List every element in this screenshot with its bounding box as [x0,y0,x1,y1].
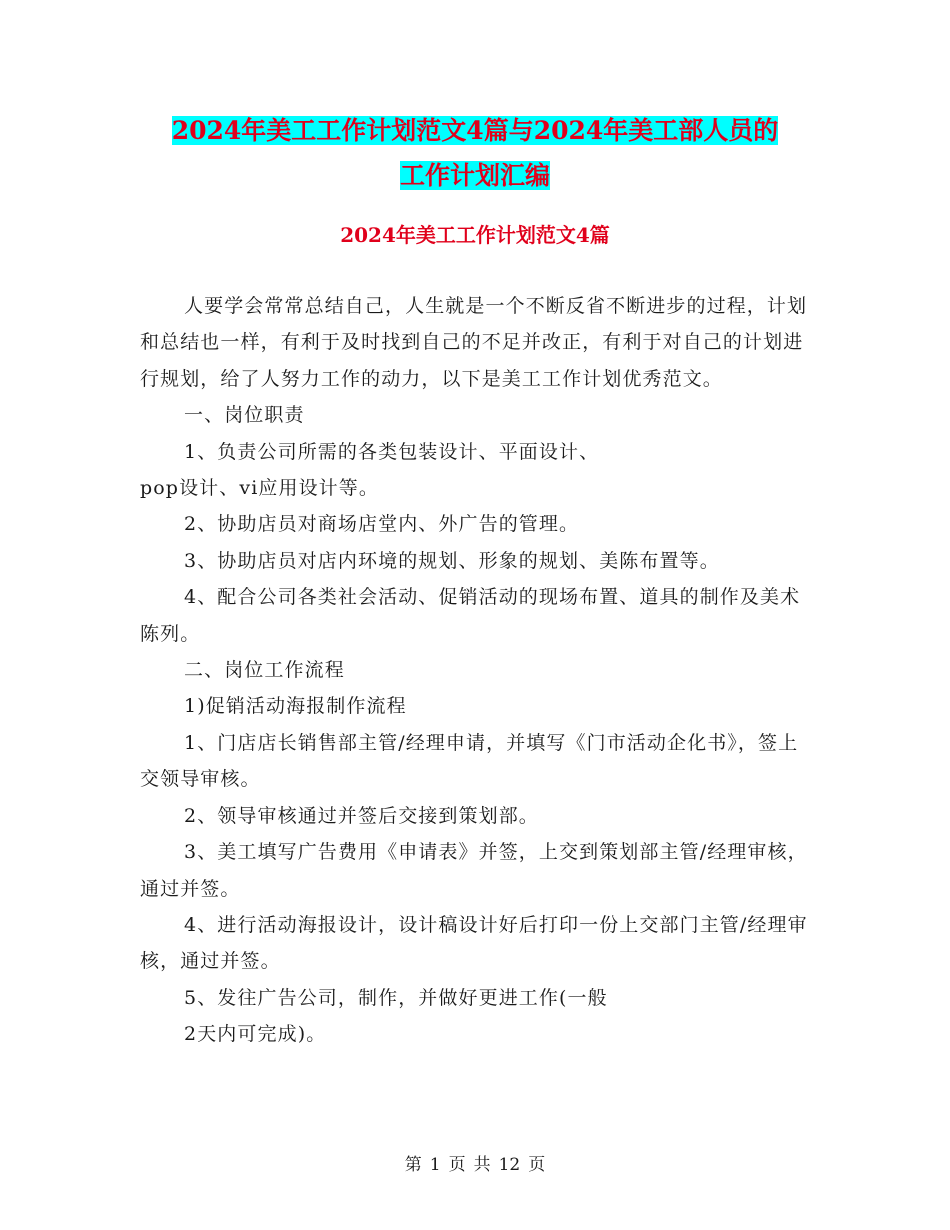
subheading-poster-workflow: 1)促销活动海报制作流程 [184,695,407,718]
document-title-line-2 [140,153,810,198]
paragraph-item: 3、美工填写广告费用《申请表》并签，上交到策划部主管/经理审核，通过并签。 [140,841,808,900]
footer-label-page: 第 [404,1155,422,1175]
document-body [140,288,812,1053]
section-title: 2024年美工工作计划范文4篇 [340,223,610,247]
paragraph-item-continued: pop设计、vi应用设计等。 [140,477,379,500]
footer-label-total: 共 [473,1155,491,1175]
paragraph-item: 5、发往广告公司，制作，并做好更进工作(一般 [184,986,608,1009]
heading-job-duties: 一、岗位职责 [184,404,305,427]
paragraph-intro: 人要学会常常总结自己，人生就是一个不断反省不断进步的过程，计划和总结也一样，有利于及时找到自己的不足并改正，有利于对自己的计划进行规划，给了人努力工作的动力，以下是美工工作计划优秀范文。 [140,295,808,390]
paragraph-item: 2、协助店员对商场店堂内、外广告的管理。 [184,513,580,536]
footer-label-page-unit: 页 [448,1155,466,1175]
footer-current-page: 1 [429,1155,441,1175]
footer-label-total-unit: 页 [528,1155,546,1175]
paragraph-item: 4、进行活动海报设计，设计稿设计好后打印一份上交部门主管/经理审核，通过并签。 [140,913,808,973]
document-title-line-1 [140,108,810,153]
paragraph-item: 1、门店店长销售部主管/经理申请，并填写《门市活动企化书》，签上交领导审核。 [140,731,799,791]
page-footer [0,1153,950,1177]
title-highlight-2: 工作计划汇编 [399,161,550,190]
footer-total-pages: 12 [498,1155,521,1175]
paragraph-item: 1、负责公司所需的各类包装设计、平面设计、 [184,440,600,463]
paragraph-item-continued: 2天内可完成)。 [184,1023,327,1046]
heading-workflow: 二、岗位工作流程 [184,659,345,682]
document-title [140,108,810,198]
title-highlight-1: 2024年美工工作计划范文4篇与2024年美工部人员的 [171,116,779,145]
paragraph-item: 4、配合公司各类社会活动、促销活动的现场布置、道具的制作及美术陈列。 [140,586,801,645]
paragraph-item: 3、协助店员对店内环境的规划、形象的规划、美陈布置等。 [184,549,720,572]
paragraph-item: 2、领导审核通过并签后交接到策划部。 [184,804,539,827]
